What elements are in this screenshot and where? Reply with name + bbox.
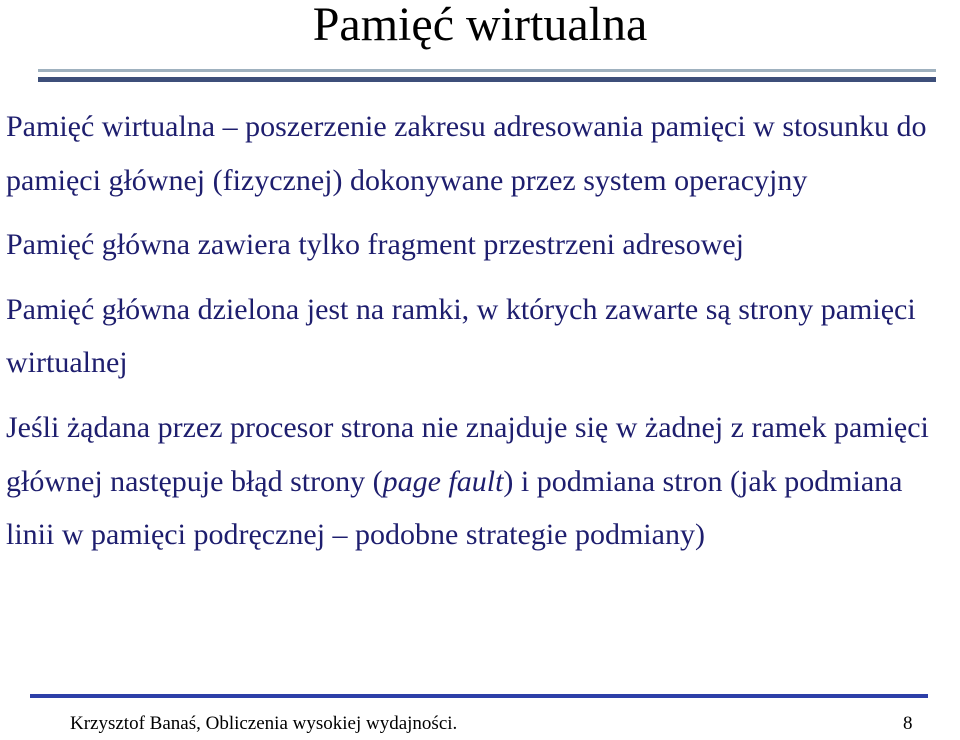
title-divider [38,69,936,87]
page-fault-text-before: Jeśli żądana przez procesor strona nie znajduje się w żadnej z ramek pamięci głównej następuje błąd strony ( [6,410,929,498]
page-fault-text-after: ) i podmiana stron (jak podmiana linii w pamięci podręcznej – podobne strategie podmiany) [6,464,903,552]
page-number: 8 [903,713,913,734]
slide-title: Pamięć wirtualna [312,0,648,51]
slide-body [6,100,951,562]
paragraph-frames-and-pages: Pamięć główna dzielona jest na ramki, w których zawarte są strony pamięci wirtualnej [6,292,916,380]
paragraph-page-fault [6,401,951,562]
page-fault-term: page fault [382,464,504,498]
footer-author-line: Krzysztof Banaś, Obliczenia wysokiej wydajności. [70,713,458,734]
paragraph-main-memory-fragment: Pamięć główna zawiera tylko fragment przestrzeni adresowej [6,228,745,262]
paragraph-virtual-memory-definition: Pamięć wirtualna – poszerzenie zakresu adresowania pamięci w stosunku do pamięci głównej (fizycznej) dokonywane przez system operacyjny [6,110,927,197]
footer-divider [30,694,928,698]
